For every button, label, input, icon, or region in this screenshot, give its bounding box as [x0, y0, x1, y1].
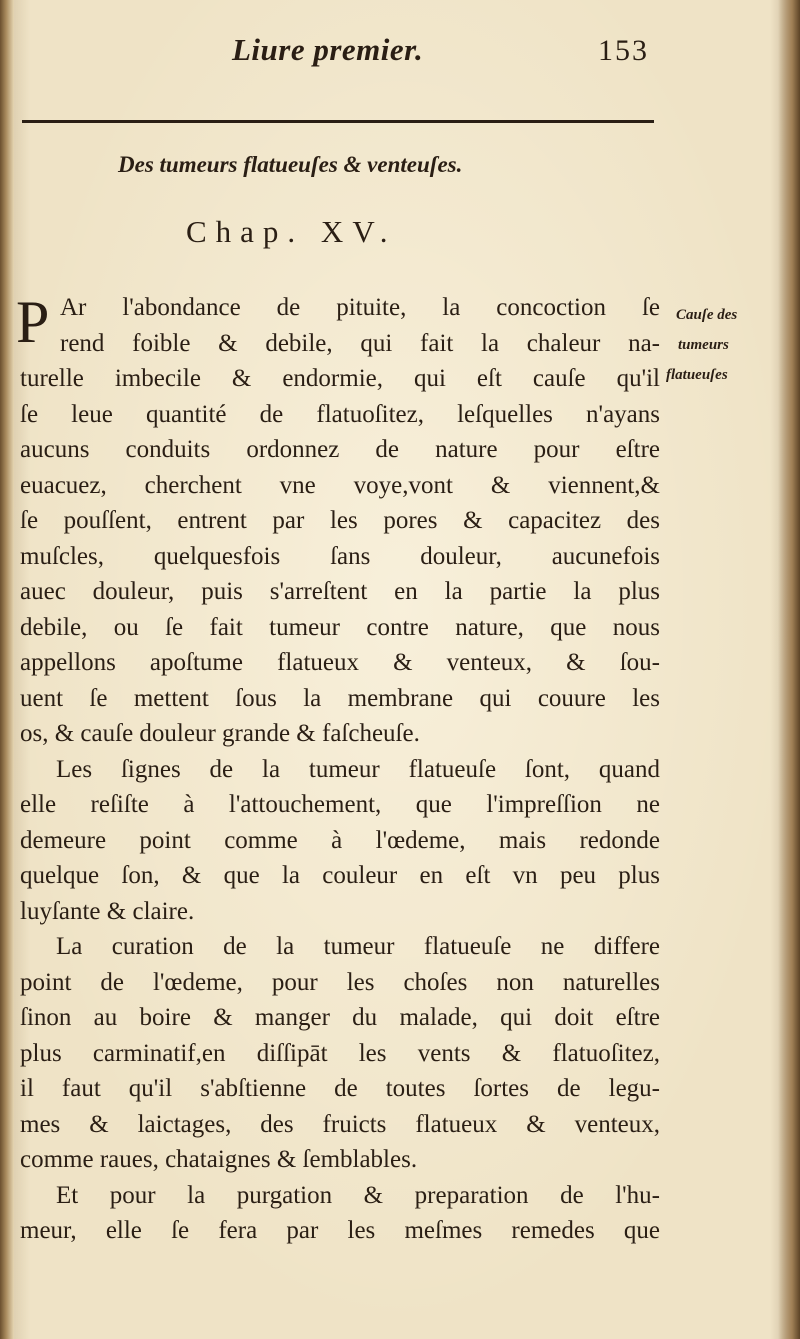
- running-head: [0, 28, 800, 78]
- text-line: ſe pouſſent, entrent par les pores & capacitez des: [20, 507, 660, 534]
- text-line: muſcles, quelquesfois ſans douleur, aucunefois: [20, 542, 660, 570]
- text-line: luyſante & claire.: [20, 897, 195, 925]
- text-line: demeure point comme à l'œdeme, mais redonde: [20, 826, 660, 854]
- running-title: Liure premier.: [232, 32, 424, 67]
- text-line: os, & cauſe douleur grande & faſcheuſe.: [20, 720, 420, 747]
- drop-cap: P: [16, 289, 50, 355]
- text-line: comme raues, chataignes & ſemblables.: [20, 1146, 418, 1173]
- text-line: mes & laictages, des fruicts flatueux & venteux,: [20, 1110, 660, 1138]
- text-line: Les ſignes de la tumeur flatueuſe ſont, quand: [56, 755, 660, 783]
- chapter-heading: Chap. XV.: [186, 214, 397, 249]
- text-line: debile, ou ſe fait tumeur contre nature, que nous: [20, 613, 660, 641]
- margin-note-line: tumeurs: [678, 337, 729, 353]
- text-line: ſe leue quantité de flatuoſitez, leſquelles n'ayans: [20, 400, 660, 428]
- margin-note-line: flatueuſes: [666, 367, 728, 383]
- page-binding-edge: [0, 0, 14, 1339]
- margin-note: [664, 300, 794, 390]
- text-line: rend foible & debile, qui fait la chaleur na-: [60, 329, 660, 357]
- text-line: aucuns conduits ordonnez de nature pour eſtre: [20, 436, 660, 463]
- section-title: Des tumeurs flatueuſes & venteuſes.: [118, 152, 463, 177]
- margin-note-line: Cauſe des: [676, 307, 738, 323]
- text-line: ſinon au boire & manger du malade, qui doit eſtre: [20, 1004, 660, 1031]
- text-line: uent ſe mettent ſous la membrane qui couure les: [20, 684, 660, 712]
- text-line: point de l'œdeme, pour les choſes non naturelles: [20, 968, 660, 996]
- text-line: elle reſiſte à l'attouchement, que l'impreſſion ne: [20, 791, 660, 818]
- text-line: turelle imbecile & endormie, qui eſt cauſe qu'il: [20, 365, 660, 392]
- body-text: [20, 290, 660, 1249]
- text-line: La curation de la tumeur flatueuſe ne differe: [56, 933, 660, 960]
- text-line: Et pour la purgation & preparation de l'hu-: [56, 1181, 660, 1209]
- text-line: quelque ſon, & que la couleur en eſt vn peu plus: [20, 862, 660, 889]
- text-line: il faut qu'il s'abſtienne de toutes ſortes de legu-: [20, 1075, 660, 1102]
- page-number: 153: [598, 34, 649, 67]
- text-line: appellons apoſtume flatueux & venteux, & ſou-: [20, 649, 660, 676]
- text-line: plus carminatif,en diſſipāt les vents & flatuoſitez,: [20, 1039, 660, 1067]
- page-fore-edge: [778, 0, 800, 1339]
- text-line: Ar l'abondance de pituite, la concoction ſe: [60, 294, 660, 321]
- text-line: meur, elle ſe fera par les meſmes remedes que: [20, 1217, 660, 1244]
- text-line: auec douleur, puis s'arreſtent en la partie la plus: [20, 578, 660, 605]
- header-rule: [22, 120, 654, 123]
- text-line: euacuez, cherchent vne voye,vont & viennent,&: [20, 471, 660, 499]
